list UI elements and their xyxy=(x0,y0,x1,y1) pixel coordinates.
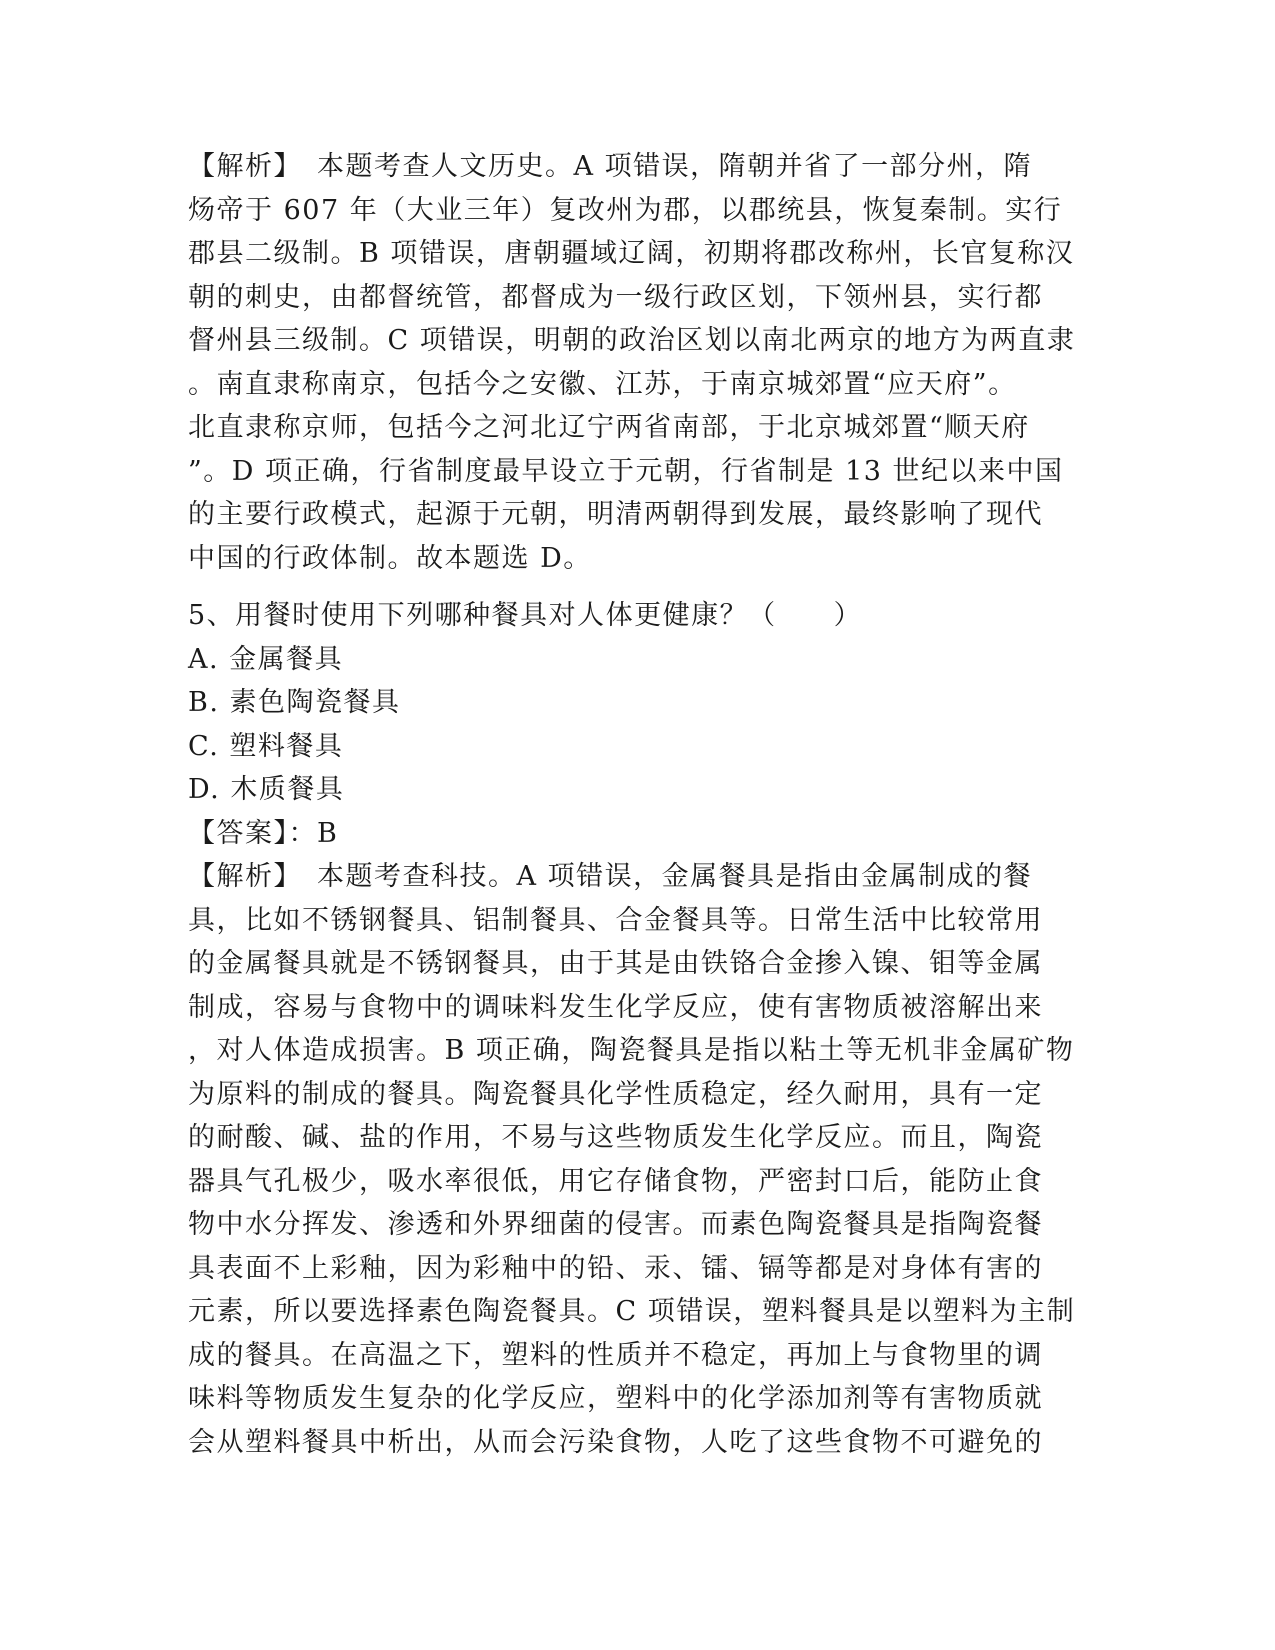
option-d: D. 木质餐具 xyxy=(188,774,345,805)
paragraph-spacer xyxy=(188,580,1088,594)
text-line: 具，比如不锈钢餐具、铝制餐具、合金餐具等。日常生活中比较常用 xyxy=(188,904,1043,936)
text-line: 。南直隶称南京，包括今之安徽、江苏，于南京城郊置“应天府”。 xyxy=(188,368,1017,400)
text-line: 的金属餐具就是不锈钢餐具，由于其是由铁铬合金掺入镍、钼等金属 xyxy=(188,948,1043,979)
text-line: 制成，容易与食物中的调味料发生化学反应，使有害物质被溶解出来 xyxy=(188,991,1043,1023)
text-line: 【解析】 本题考查科技。A 项错误，金属餐具是指由金属制成的餐 xyxy=(188,861,1033,892)
text-line: 朝的刺史，由都督统管，都督成为一级行政区划，下领州县，实行都 xyxy=(188,281,1043,313)
text-line: 会从塑料餐具中析出，从而会污染食物，人吃了这些食物不可避免的 xyxy=(188,1426,1043,1458)
answer-line: 【答案】：B xyxy=(188,817,339,849)
text-line: 【解析】 本题考查人文历史。A 项错误，隋朝并省了一部分州，隋 xyxy=(188,151,1033,182)
text-line: 元素，所以要选择素色陶瓷餐具。C 项错误，塑料餐具是以塑料为主制 xyxy=(188,1296,1076,1327)
analysis-paragraph-q4 xyxy=(188,145,1088,580)
option-b: B. 素色陶瓷餐具 xyxy=(188,687,401,718)
text-line: 炀帝于 607 年（大业三年）复改州为郡，以郡统县，恢复秦制。实行 xyxy=(188,194,1063,226)
text-line: 具表面不上彩釉，因为彩釉中的铅、汞、镭、镉等都是对身体有害的 xyxy=(188,1252,1043,1284)
text-line: ，对人体造成损害。B 项正确，陶瓷餐具是指以粘土等无机非金属矿物 xyxy=(188,1035,1075,1066)
text-line: 为原料的制成的餐具。陶瓷餐具化学性质稳定，经久耐用，具有一定 xyxy=(188,1078,1043,1110)
text-line: 器具气孔极少，吸水率很低，用它存储食物，严密封口后，能防止食 xyxy=(188,1165,1043,1197)
option-a: A. 金属餐具 xyxy=(188,643,344,675)
text-line: 中国的行政体制。故本题选 D。 xyxy=(188,542,592,574)
text-line: 成的餐具。在高温之下，塑料的性质并不稳定，再加上与食物里的调 xyxy=(188,1339,1043,1371)
text-line: ”。D 项正确，行省制度最早设立于元朝，行省制是 13 世纪以来中国 xyxy=(188,455,1064,487)
page-content xyxy=(188,145,1088,1464)
text-line: 的主要行政模式，起源于元朝，明清两朝得到发展，最终影响了现代 xyxy=(188,499,1043,530)
analysis-paragraph-q5 xyxy=(188,855,1088,1464)
text-line: 物中水分挥发、渗透和外界细菌的侵害。而素色陶瓷餐具是指陶瓷餐 xyxy=(188,1209,1043,1240)
question-stem: 5、用餐时使用下列哪种餐具对人体更健康？（ ） xyxy=(188,600,863,631)
option-c: C. 塑料餐具 xyxy=(188,730,344,762)
text-line: 郡县二级制。B 项错误，唐朝疆域辽阔，初期将郡改称州，长官复称汉 xyxy=(188,238,1075,269)
text-line: 的耐酸、碱、盐的作用，不易与这些物质发生化学反应。而且，陶瓷 xyxy=(188,1122,1043,1153)
text-line: 督州县三级制。C 项错误，明朝的政治区划以南北两京的地方为两直隶 xyxy=(188,325,1076,356)
text-line: 北直隶称京师，包括今之河北辽宁两省南部，于北京城郊置“顺天府 xyxy=(188,412,1030,443)
text-line: 味料等物质发生复杂的化学反应，塑料中的化学添加剂等有害物质就 xyxy=(188,1383,1043,1414)
question-5 xyxy=(188,594,1088,855)
